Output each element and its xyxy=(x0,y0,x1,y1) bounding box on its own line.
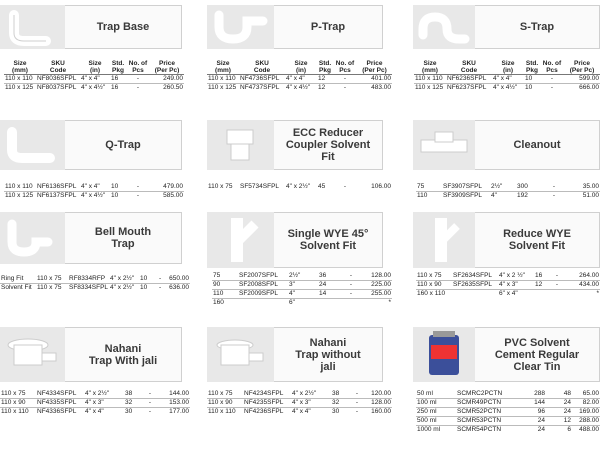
table-row xyxy=(416,281,600,290)
table-cell: - xyxy=(140,399,160,408)
table-cell: - xyxy=(340,290,362,299)
table-cell: 110 x 110 xyxy=(207,75,239,84)
product-photo-cleanout xyxy=(413,120,475,170)
product-photo-q-trap xyxy=(0,120,65,170)
table-cell: - xyxy=(126,75,150,84)
table-cell: 192 xyxy=(517,192,528,199)
table-cell: 160.00 xyxy=(371,408,391,415)
table-cell: 4" x 4½" xyxy=(81,84,106,91)
table-cell: 6" xyxy=(289,299,295,306)
product-title: Reduce WYE Solvent Fit xyxy=(503,228,571,252)
table-row xyxy=(4,183,184,192)
table-cell: 10 xyxy=(525,84,533,91)
table-row xyxy=(212,272,392,281)
table-row xyxy=(0,399,190,408)
table-cell: NF4334SFPL xyxy=(36,390,84,399)
table-cell: SF2635SFPL xyxy=(452,281,498,290)
table-cell: 153.00 xyxy=(160,399,190,408)
table-cell xyxy=(534,290,548,299)
table-cell: 12 xyxy=(546,417,572,426)
table-cell: 38 xyxy=(331,390,347,399)
product-title: Trap Base xyxy=(96,21,150,33)
col-header: Std. Pkg xyxy=(525,60,539,74)
table-cell: 30 xyxy=(125,408,133,415)
col-header: Price (Per Pc) xyxy=(362,60,387,74)
table-row xyxy=(212,281,392,290)
table-cell: 255.00 xyxy=(362,290,392,299)
table-cell: 24 xyxy=(546,399,572,408)
table-cell: 12 xyxy=(318,84,326,91)
table-cell: 24 xyxy=(546,408,572,417)
table-cell: 260.50 xyxy=(163,84,183,91)
table-cell: 110 x 110 xyxy=(208,408,236,415)
table-cell: 599.00 xyxy=(564,75,600,84)
table-cell: 36 xyxy=(318,272,340,281)
table-cell xyxy=(238,299,288,308)
table-cell: 4" x 2½" xyxy=(109,275,139,284)
table-row xyxy=(416,408,600,417)
table-cell: 75 xyxy=(212,272,238,281)
product-table xyxy=(416,272,600,298)
table-cell: 110 x 125 xyxy=(5,84,34,91)
table-cell: NF6237SFPL xyxy=(447,84,487,91)
product-title: ECC Reducer Coupler Solvent Fit xyxy=(285,127,371,163)
product-photo-trap-base xyxy=(0,5,65,49)
table-cell: 110 x 110 xyxy=(414,75,446,84)
col-header: SKU Code xyxy=(49,60,67,74)
table-cell: 12 xyxy=(534,281,548,290)
table-cell: 250 ml xyxy=(416,408,456,417)
table-cell: 110 x 75 xyxy=(207,390,243,399)
table-row xyxy=(207,390,392,399)
table-cell: 3" xyxy=(288,281,318,290)
table-row xyxy=(212,299,392,308)
table-cell xyxy=(548,290,566,299)
table-row xyxy=(416,399,600,408)
table-cell: - xyxy=(548,272,566,281)
table-cell: 585.00 xyxy=(163,192,183,199)
table-cell: 100 ml xyxy=(416,399,456,408)
table-cell: NF4236SFPL xyxy=(244,408,284,415)
product-table xyxy=(416,183,600,200)
table-row xyxy=(416,426,600,435)
table-cell: 636.00 xyxy=(169,284,189,291)
col-header: Size (in) xyxy=(88,60,102,74)
table-cell: SF2008SFPL xyxy=(238,281,288,290)
table-cell: - xyxy=(540,75,564,84)
table-cell: - xyxy=(136,192,140,199)
table-cell: 500 ml xyxy=(416,417,456,426)
product-photo-p-trap xyxy=(207,5,274,49)
table-cell: - xyxy=(333,75,357,84)
table-cell: 264.00 xyxy=(566,272,600,281)
product-table xyxy=(0,275,190,292)
table-row xyxy=(0,284,190,293)
table-cell: 75 xyxy=(416,183,442,192)
table-cell: SF2009SFPL xyxy=(238,290,288,299)
table-cell: 110 x 75 xyxy=(416,272,452,281)
product-title: Cleanout xyxy=(513,139,561,151)
table-cell: - xyxy=(347,399,367,408)
table-cell xyxy=(318,299,340,308)
table-cell: 4" x 4" xyxy=(492,75,524,84)
table-cell: - xyxy=(153,275,167,284)
product-table xyxy=(212,272,392,307)
table-cell: 45 xyxy=(318,183,326,190)
table-cell: 10 xyxy=(110,183,126,192)
table-cell: 30 xyxy=(332,408,340,415)
col-header: Size (mm) xyxy=(422,60,438,74)
table-cell: 14 xyxy=(318,290,340,299)
table-cell: 110 x 110 xyxy=(1,408,29,415)
product-photo-pvc-cement xyxy=(413,327,475,382)
table-cell: 144.00 xyxy=(160,390,190,399)
table-row xyxy=(416,417,600,426)
table-row xyxy=(416,192,600,201)
table-cell: SCMR54PCTN xyxy=(457,426,502,433)
product-title: Nahani Trap With jali xyxy=(88,342,158,367)
product-photo-nahani-no-jali xyxy=(207,327,274,382)
product-table xyxy=(207,390,392,416)
table-cell: 6 xyxy=(567,426,571,433)
table-cell: SF2007SFPL xyxy=(238,272,288,281)
table-row xyxy=(0,390,190,399)
table-cell: 110 xyxy=(417,192,428,199)
product-table xyxy=(416,390,600,434)
table-cell: 110 x 90 xyxy=(0,399,36,408)
col-header: No. of Pcs xyxy=(128,60,148,74)
table-cell: SF3907SFPL xyxy=(442,183,490,192)
table-cell: 110 x 90 xyxy=(416,281,452,290)
table-cell: 110 x 75 xyxy=(208,183,233,190)
table-cell: 6" x 4" xyxy=(499,290,518,297)
col-header: Std. Pkg xyxy=(111,60,125,74)
table-row xyxy=(207,84,392,93)
table-cell: 24 xyxy=(318,281,340,290)
table-row xyxy=(207,408,392,417)
table-cell: NF4336SFPL xyxy=(37,408,77,415)
table-cell: 32 xyxy=(124,399,140,408)
table-cell: 12 xyxy=(317,75,333,84)
table-cell: 120.00 xyxy=(367,390,392,399)
col-header: No. of Pcs xyxy=(542,60,562,74)
product-title: Bell Mouth Trap xyxy=(94,226,152,250)
product-header xyxy=(0,5,182,49)
table-cell: 110 xyxy=(212,290,238,299)
table-cell: 90 xyxy=(212,281,238,290)
product-header xyxy=(413,212,600,268)
table-cell: 96 xyxy=(516,408,546,417)
table-cell: 16 xyxy=(534,272,548,281)
table-row xyxy=(416,390,600,399)
table-cell: 4" x 4" xyxy=(292,408,311,415)
table-cell: SCMR49PCTN xyxy=(456,399,516,408)
table-cell: - xyxy=(126,183,150,192)
table-cell: NF4736SFPL xyxy=(239,75,285,84)
product-title: P-Trap xyxy=(310,21,346,33)
table-cell: - xyxy=(343,84,347,91)
table-cell xyxy=(452,290,498,299)
table-cell: 4" x 2½" xyxy=(286,183,311,190)
product-table xyxy=(207,60,392,92)
table-cell: 401.00 xyxy=(357,75,392,84)
table-cell: 169.00 xyxy=(572,408,600,417)
col-header: No. of Pcs xyxy=(335,60,355,74)
table-row xyxy=(207,399,392,408)
table-cell: 4" x 3" xyxy=(84,399,124,408)
table-cell: 434.00 xyxy=(566,281,600,290)
table-cell: SCMR52PCTN xyxy=(456,408,516,417)
product-table xyxy=(4,183,184,200)
table-cell: 4" x 4" xyxy=(80,75,110,84)
table-cell: 110 x 110 xyxy=(4,75,36,84)
table-row xyxy=(212,290,392,299)
product-header xyxy=(413,120,600,170)
table-cell: 160 xyxy=(213,299,224,306)
table-cell: 4" x 2 ½" xyxy=(498,272,534,281)
table-cell: - xyxy=(347,390,367,399)
table-cell: SF2634SFPL xyxy=(452,272,498,281)
table-cell: - xyxy=(136,84,140,91)
table-cell: 225.00 xyxy=(362,281,392,290)
table-cell: 48 xyxy=(546,390,572,399)
product-header xyxy=(0,120,182,170)
table-row xyxy=(4,75,184,84)
table-row xyxy=(207,183,392,191)
col-header: Size (in) xyxy=(501,60,515,74)
table-cell: 110 x 125 xyxy=(415,84,444,91)
table-cell: 4" x 2½" xyxy=(110,284,135,291)
table-cell: 10 xyxy=(140,284,148,291)
table-cell: - xyxy=(340,281,362,290)
table-cell: 144 xyxy=(516,399,546,408)
product-photo-single-wye xyxy=(207,212,274,268)
table-cell: 4" x 4" xyxy=(285,75,317,84)
table-row xyxy=(416,290,600,299)
product-title: Q-Trap xyxy=(105,139,141,151)
table-row xyxy=(4,192,184,201)
table-cell: Solvent Fit xyxy=(1,284,32,291)
table-cell: 16 xyxy=(110,75,126,84)
product-photo-ecc-reducer xyxy=(207,120,274,170)
table-cell: 288 xyxy=(516,390,546,399)
product-header xyxy=(413,327,600,382)
table-cell: 1000 ml xyxy=(417,426,441,433)
table-cell: 4" x 4½" xyxy=(286,84,311,91)
table-cell: RF8334RFP xyxy=(68,275,109,284)
table-cell: SF5734SFPL xyxy=(240,183,280,190)
table-cell: - xyxy=(550,84,554,91)
table-cell: 106.00 xyxy=(371,183,391,190)
table-cell: 128.00 xyxy=(362,272,392,281)
table-cell: - xyxy=(158,284,162,291)
table-cell: 4" x 4" xyxy=(85,408,104,415)
product-header xyxy=(0,212,182,264)
product-title: PVC Solvent Cement Regular Clear Tin xyxy=(494,336,580,373)
table-cell: - xyxy=(148,408,152,415)
table-cell: 4" x 2½" xyxy=(84,390,124,399)
table-cell: 160 x 110 xyxy=(417,290,446,297)
table-cell: 288.00 xyxy=(572,417,600,426)
table-cell: 300 xyxy=(516,183,542,192)
table-cell xyxy=(340,299,362,308)
table-cell: 2½" xyxy=(490,183,516,192)
table-cell: 4" x 3" xyxy=(291,399,331,408)
product-table xyxy=(0,390,190,416)
table-cell: 2½" xyxy=(288,272,318,281)
product-table xyxy=(414,60,600,92)
table-cell: NF4335SFPL xyxy=(36,399,84,408)
table-cell: NF8036SFPL xyxy=(36,75,80,84)
table-cell: - xyxy=(355,408,359,415)
table-cell: 4" xyxy=(491,192,497,199)
table-cell: NF6136SFPL xyxy=(36,183,80,192)
product-title: Single WYE 45° Solvent Fit xyxy=(287,228,369,252)
table-cell: SCMRC2PCTN xyxy=(456,390,516,399)
table-row xyxy=(416,183,600,192)
table-cell: - xyxy=(140,390,160,399)
col-header: Price (Per Pc) xyxy=(569,60,595,74)
table-row xyxy=(0,275,190,284)
table-cell: 32 xyxy=(331,399,347,408)
table-row xyxy=(0,408,190,417)
table-cell: 479.00 xyxy=(150,183,184,192)
table-cell: NF4235SFPL xyxy=(243,399,291,408)
table-cell: 110 x 75 xyxy=(36,275,68,284)
col-header: Price (Per Pc) xyxy=(154,60,180,74)
table-cell: - xyxy=(343,183,347,190)
table-cell: - xyxy=(340,272,362,281)
table-cell: 16 xyxy=(111,84,119,91)
table-cell: 4" x 3" xyxy=(498,281,534,290)
table-cell: 177.00 xyxy=(169,408,189,415)
product-photo-bell-mouth xyxy=(0,212,65,264)
table-cell: SF8334SFPL xyxy=(69,284,109,291)
col-header: Size (mm) xyxy=(12,60,28,74)
table-cell: 4" xyxy=(288,290,318,299)
table-cell: 4" x 2½" xyxy=(291,390,331,399)
table-cell: 65.00 xyxy=(572,390,600,399)
table-cell: 110 x 110 xyxy=(4,183,36,192)
table-cell: 10 xyxy=(524,75,540,84)
table-cell: NF4234SFPL xyxy=(243,390,291,399)
table-row xyxy=(414,75,600,84)
product-header xyxy=(207,120,383,170)
table-cell: 24 xyxy=(516,417,546,426)
product-table xyxy=(207,183,392,191)
col-header: SKU Code xyxy=(253,60,271,74)
table-cell: 666.00 xyxy=(579,84,599,91)
table-cell: 110 x 90 xyxy=(207,399,243,408)
table-cell: 483.00 xyxy=(371,84,391,91)
col-header: Size (mm) xyxy=(215,60,231,74)
table-cell: 4" x 4" xyxy=(80,183,110,192)
product-header xyxy=(207,327,383,382)
col-header: Size (in) xyxy=(294,60,308,74)
product-header xyxy=(413,5,600,49)
product-photo-reduce-wye xyxy=(413,212,475,268)
table-cell: 24 xyxy=(537,426,545,433)
col-header: Std. Pkg xyxy=(318,60,332,74)
table-cell: 650.00 xyxy=(167,275,190,284)
product-header xyxy=(207,212,383,268)
table-cell: - xyxy=(542,183,566,192)
product-header xyxy=(207,5,383,49)
table-cell: NF8037SFPL xyxy=(37,84,77,91)
table-cell: 110 x 75 xyxy=(0,390,36,399)
table-cell: 51.00 xyxy=(582,192,599,199)
table-cell: 10 xyxy=(111,192,119,199)
product-title: S-Trap xyxy=(519,21,555,33)
table-cell: 10 xyxy=(139,275,153,284)
table-cell: NF6236SFPL xyxy=(446,75,492,84)
table-cell: * xyxy=(596,290,599,297)
col-header: SKU Code xyxy=(460,60,478,74)
product-photo-nahani-jali xyxy=(0,327,65,382)
table-cell: 110 x 125 xyxy=(208,84,237,91)
table-cell: 128.00 xyxy=(367,399,392,408)
table-cell: SCMR53PCTN xyxy=(456,417,516,426)
table-row xyxy=(416,272,600,281)
product-photo-s-trap xyxy=(413,5,475,49)
table-cell: 38 xyxy=(124,390,140,399)
product-header xyxy=(0,327,182,382)
table-cell: 110 x 125 xyxy=(5,192,34,199)
table-row xyxy=(207,75,392,84)
table-cell: 35.00 xyxy=(566,183,600,192)
product-table xyxy=(4,60,184,92)
table-row xyxy=(4,84,184,93)
table-cell: NF6137SFPL xyxy=(37,192,77,199)
table-cell: 488.00 xyxy=(579,426,599,433)
table-cell: Ring Fit xyxy=(0,275,36,284)
table-cell: NF4737SFPL xyxy=(240,84,280,91)
table-cell: - xyxy=(548,281,566,290)
table-cell: 4" x 4½" xyxy=(493,84,518,91)
table-row xyxy=(414,84,600,93)
product-title: Nahani Trap without jali xyxy=(295,336,361,373)
table-cell: 50 ml xyxy=(416,390,456,399)
table-cell: SF3909SFPL xyxy=(443,192,483,199)
table-cell: 4" x 4½" xyxy=(81,192,106,199)
table-cell: 249.00 xyxy=(150,75,184,84)
table-cell: * xyxy=(388,299,391,306)
table-cell: 82.00 xyxy=(572,399,600,408)
table-cell: 110 x 75 xyxy=(37,284,62,291)
table-cell: - xyxy=(552,192,556,199)
